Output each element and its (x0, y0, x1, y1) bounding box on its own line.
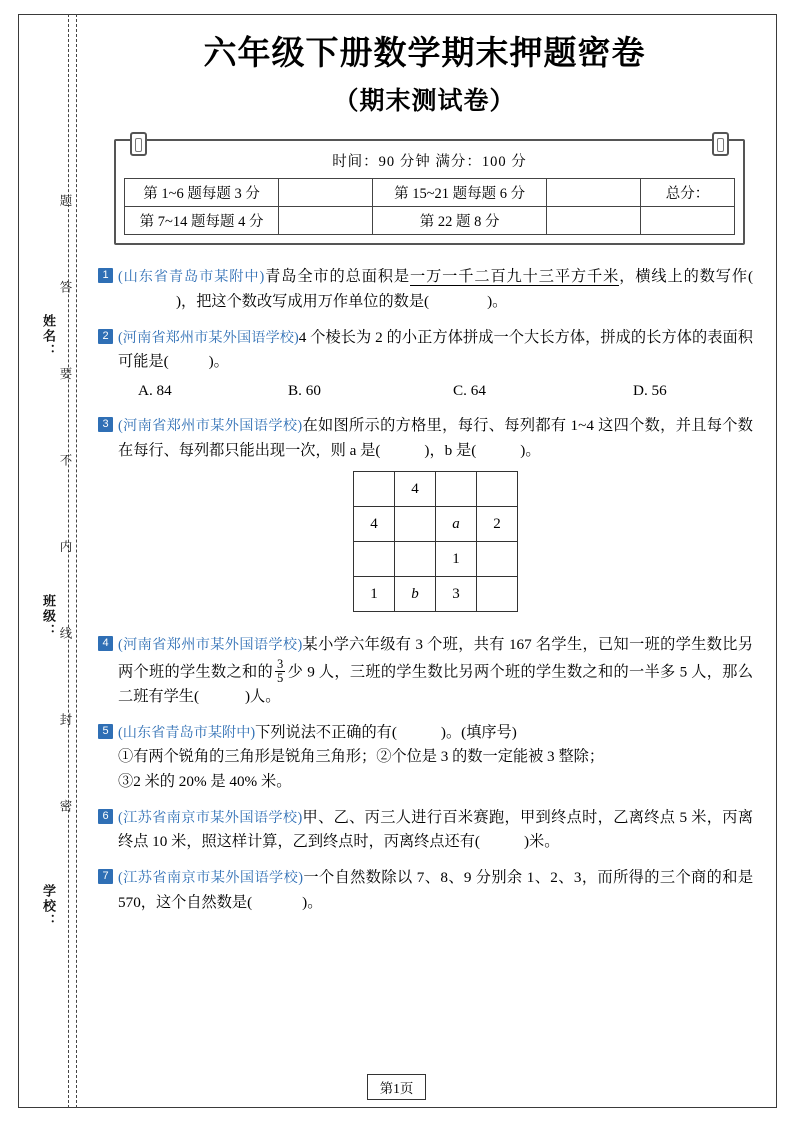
grid-cell-r2c3-a: a (436, 507, 477, 542)
score-table (124, 178, 735, 235)
question-4-text-b: 少 9 人，三班的学生数比另两个班的学生数之和的一半多 5 人，那么二班有学生( (118, 663, 754, 706)
grid-cell-r3c2 (395, 542, 436, 577)
option-c[interactable]: C. 64 (453, 381, 486, 399)
question-3-grid-figure (118, 471, 753, 612)
score-row1-mid-label: 第 15~21 题每题 6 分 (373, 179, 547, 207)
grid-cell-r3c1 (354, 542, 395, 577)
question-7-body (118, 866, 753, 915)
question-1-body (118, 265, 753, 314)
question-3-text-c: )。 (520, 441, 541, 459)
question-2-source: (河南省郑州市某外国语学校) (118, 329, 299, 346)
question-number-badge: 3 (98, 417, 113, 432)
question-7-text-b: )。 (302, 893, 323, 911)
exam-content (96, 34, 753, 926)
page-subtitle: （期末测试卷） (333, 88, 516, 116)
score-board-frame (114, 139, 745, 245)
fraction-three-fifths (275, 658, 285, 685)
grid-cell-r1c3 (436, 472, 477, 507)
grid-cell-r2c2 (395, 507, 436, 542)
question-6-body (118, 806, 753, 855)
question-4-source: (河南省郑州市某外国语学校) (118, 637, 303, 654)
question-4-text-a: 某小学六年级有 3 个班，共有 167 名学生，已知一班的学生数比另两个班的学生数之和的 (118, 636, 754, 681)
grid-cell-r4c2-b: b (395, 577, 436, 612)
table-row (354, 542, 518, 577)
table-row (125, 179, 735, 207)
score-row1-label: 第 1~6 题每题 3 分 (125, 179, 279, 207)
question-5-body (118, 721, 604, 795)
question-number-badge: 5 (98, 724, 113, 739)
question-5 (98, 721, 753, 795)
question-1-text-b: ，横线上的数写作( (619, 268, 754, 286)
question-3-text-b: )，b 是( (424, 441, 477, 459)
question-3 (98, 414, 753, 622)
question-4 (98, 633, 753, 710)
score-row2-mid-blank[interactable] (547, 207, 641, 235)
grid-cell-r2c1: 4 (354, 507, 395, 542)
question-4-text-c: )人。 (245, 688, 281, 706)
page-title: 六年级下册数学期末押题密卷 (203, 36, 646, 72)
question-number-badge: 7 (98, 869, 113, 884)
student-school-label: 学校： (41, 884, 56, 929)
question-6-source: (江苏省南京市某外国语学校) (118, 809, 303, 826)
question-5-line2: ①有两个锐角的三角形是锐角三角形；②个位是 3 的数一定能被 3 整除； (118, 748, 604, 766)
question-7-source: (江苏省南京市某外国语学校) (118, 869, 303, 886)
sealing-line-strip (18, 14, 77, 1108)
option-d[interactable]: D. 56 (633, 381, 667, 399)
score-row2-blank[interactable] (279, 207, 373, 235)
question-number-badge: 6 (98, 809, 113, 824)
table-row (354, 472, 518, 507)
question-6-text-b: )米。 (523, 833, 560, 851)
fraction-numerator: 3 (277, 656, 284, 671)
question-2-options (138, 379, 753, 403)
exam-time-score-info: 时间：90 分钟 满分：100 分 (332, 154, 527, 171)
clip-icon-left (130, 132, 147, 156)
question-1-text-a: 青岛全市的总面积是 (264, 268, 410, 286)
question-2-text-a: 4 个棱长为 2 的小正方体拼成一个大长方体，拼成的长方体的表面积可能是( (118, 328, 753, 371)
question-5-source: (山东省青岛市某附中) (118, 724, 256, 741)
question-1-source: (山东省青岛市某附中) (118, 269, 265, 286)
grid-cell-r4c4 (477, 577, 518, 612)
grid-cell-r1c1 (354, 472, 395, 507)
question-5-line3: ③2 米的 20% 是 40% 米。 (118, 773, 292, 791)
grid-cell-r1c4 (477, 472, 518, 507)
score-row2-mid-label: 第 22 题 8 分 (373, 207, 547, 235)
question-list (98, 265, 753, 915)
question-3-text-a: 在如图所示的方格里，每行、每列都有 1~4 这四个数，并且每个数在每行、每列都只能出现一次，则 a 是( (118, 417, 753, 459)
question-2-text-b: )。 (208, 353, 229, 371)
question-7 (98, 866, 753, 915)
option-b[interactable]: B. 60 (288, 381, 321, 399)
grid-cell-r1c2: 4 (395, 472, 436, 507)
question-5-text-b: )。(填序号) (440, 723, 517, 741)
clip-icon-right (712, 132, 729, 156)
score-row1-mid-blank[interactable] (547, 179, 641, 207)
page-footer (0, 1074, 793, 1100)
question-number-badge: 2 (98, 329, 113, 344)
score-total-label: 总分： (641, 179, 735, 207)
question-number-badge: 1 (98, 268, 113, 283)
grid-cell-r4c1: 1 (354, 577, 395, 612)
question-3-body (118, 414, 753, 622)
fraction-denominator: 5 (277, 671, 284, 686)
student-class-label: 班级： (41, 594, 56, 639)
grid-cell-r4c3: 3 (436, 577, 477, 612)
question-5-text-a: 下列说法不正确的有( (255, 723, 397, 741)
score-board (114, 139, 745, 245)
sealing-line-text: 题 答 要 不 内 线 封 密 (58, 194, 72, 842)
question-7-text-a: 一个自然数除以 7、8、9 分别余 1、2、3，而所得的三个商的和是 570，这个自然数是( (118, 868, 754, 911)
table-row (354, 507, 518, 542)
number-grid (353, 471, 518, 612)
score-row2-label: 第 7~14 题每题 4 分 (125, 207, 279, 235)
table-row (354, 577, 518, 612)
question-number-badge: 4 (98, 636, 113, 651)
question-2 (98, 326, 753, 404)
grid-cell-r2c4: 2 (477, 507, 518, 542)
question-1-text-c: )，把这个数改写成用万作单位的数是( (176, 292, 430, 310)
question-2-body (118, 326, 753, 404)
question-1 (98, 265, 753, 314)
score-total-blank[interactable] (641, 207, 735, 235)
question-3-source: (河南省郑州市某外国语学校) (118, 418, 303, 435)
question-6-text-a: 甲、乙、丙三人进行百米赛跑，甲到终点时，乙离终点 5 米，丙离终点 10 米，照这样计算，乙到终点时，丙离终点还有( (118, 808, 754, 851)
table-row (125, 207, 735, 235)
question-4-body (118, 633, 753, 710)
question-6 (98, 806, 753, 855)
student-name-label: 姓名： (41, 314, 56, 359)
score-row1-blank[interactable] (279, 179, 373, 207)
question-1-text-d: )。 (487, 292, 508, 310)
option-a[interactable]: A. 84 (138, 381, 172, 399)
grid-cell-r3c3: 1 (436, 542, 477, 577)
page-number: 第1页 (367, 1074, 427, 1100)
grid-cell-r3c4 (477, 542, 518, 577)
question-1-underlined-number: 一万一千二百九十三平方千米 (409, 268, 620, 286)
